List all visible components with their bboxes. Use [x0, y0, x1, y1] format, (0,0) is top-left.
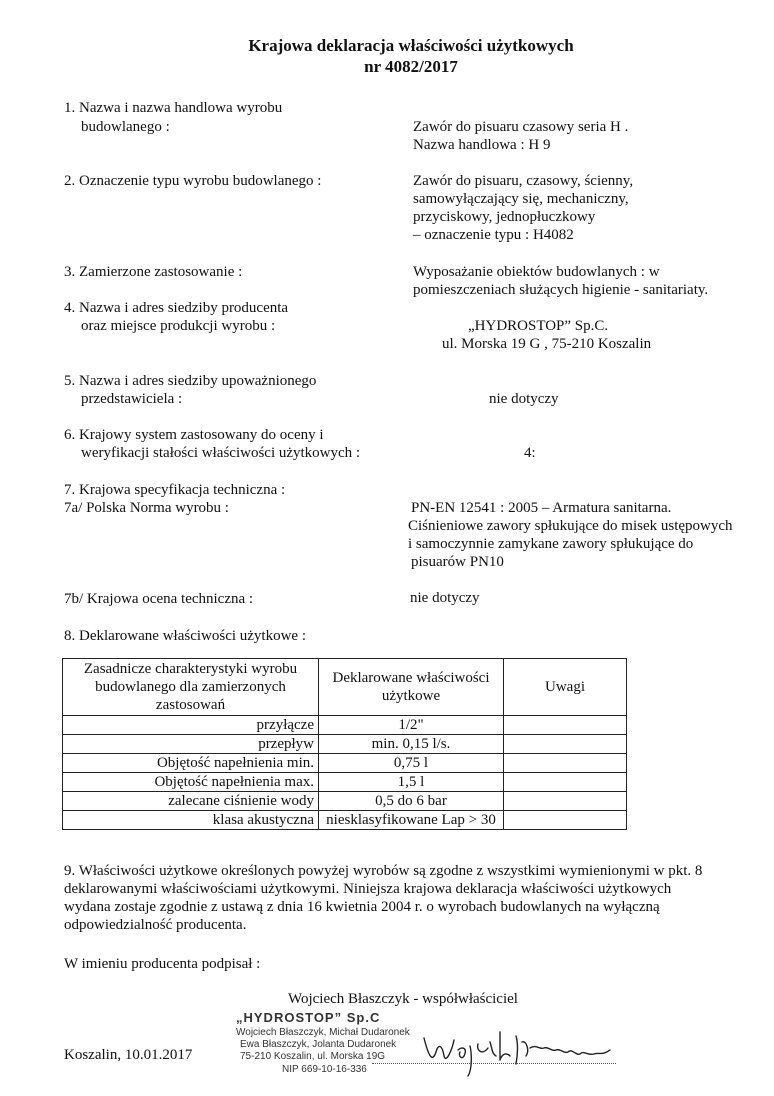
document-number: nr 4082/2017 — [364, 57, 458, 76]
s2-value-line2: samowyłączający się, mechaniczny, — [413, 191, 629, 207]
s7a-label: 7a/ Polska Norma wyrobu : — [64, 500, 229, 516]
s2-value-line4: – oznaczenie typu : H4082 — [413, 227, 574, 243]
s7b-value: nie dotyczy — [410, 590, 480, 606]
table-cell-remarks — [504, 811, 627, 830]
s1-value-line1: Zawór do pisuaru czasowy seria H . — [413, 119, 629, 135]
table-cell-characteristic: Objętość napełnienia max. — [63, 773, 319, 792]
s4-label-line1: 4. Nazwa i adres siedziby producenta — [64, 300, 289, 316]
table-cell-declared: 0,5 do 6 bar — [319, 792, 504, 811]
s5-value: nie dotyczy — [489, 391, 559, 407]
table-cell-characteristic: klasa akustyczna — [63, 811, 319, 830]
table-cell-remarks — [504, 792, 627, 811]
place-and-date: Koszalin, 10.01.2017 — [64, 1047, 193, 1063]
table-cell-remarks — [504, 716, 627, 735]
header-col1-line1: Zasadnicze charakterystyki wyrobu — [83, 661, 298, 677]
table-cell-remarks — [504, 735, 627, 754]
table-cell-declared: 1/2" — [319, 716, 504, 735]
s3-value-line2: pomieszczeniach służących higienie - sanitariaty. — [413, 282, 709, 298]
table-header-row — [63, 659, 627, 716]
s6-value: 4: — [524, 445, 536, 461]
table-cell-characteristic: Objętość napełnienia min. — [63, 754, 319, 773]
table-header-characteristics — [63, 659, 319, 716]
table-cell-remarks — [504, 754, 627, 773]
header-col1-line3: zastosowań — [155, 697, 226, 713]
table-row — [63, 716, 627, 735]
stamp-company-name: „HYDROSTOP” Sp.C — [236, 1010, 381, 1025]
signer-name: Wojciech Błaszczyk - współwłaściciel — [288, 991, 518, 1007]
table-header-declared — [319, 659, 504, 716]
s9-line4: odpowiedzialność producenta. — [64, 917, 247, 933]
s5-label-line2: przedstawiciela : — [81, 391, 183, 407]
stamp-nip: NIP 669-10-16-336 — [282, 1064, 367, 1075]
table-cell-declared: 1,5 l — [319, 773, 504, 792]
s9-line2: deklarowanymi właściwościami użytkowymi. Niniejsza krajowa deklaracja właściwości użytkowych — [64, 881, 672, 897]
table-row — [63, 811, 627, 830]
handwritten-signature — [418, 1020, 618, 1078]
table-cell-characteristic: przyłącze — [63, 716, 319, 735]
table-header-remarks: Uwagi — [504, 659, 627, 716]
s6-label-line1: 6. Krajowy system zastosowany do oceny i — [64, 427, 324, 443]
s2-value-line1: Zawór do pisuaru, czasowy, ścienny, — [413, 173, 634, 189]
table-cell-characteristic: przepływ — [63, 735, 319, 754]
s4-value-line1: „HYDROSTOP” Sp.C. — [468, 318, 609, 334]
s4-value-line2: ul. Morska 19 G , 75-210 Koszalin — [442, 336, 652, 352]
properties-table — [62, 658, 627, 830]
table-row — [63, 754, 627, 773]
table-cell-remarks — [504, 773, 627, 792]
s2-label: 2. Oznaczenie typu wyrobu budowlanego : — [64, 173, 322, 189]
s9-line3: wydana zostaje zgodnie z ustawą z dnia 16 kwietnia 2004 r. o wyrobach budowlanych na wyłączną — [64, 899, 660, 915]
header-col2-line2: użytkowe — [381, 688, 441, 704]
s4-label-line2: oraz miejsce produkcji wyrobu : — [81, 318, 276, 334]
s7-label: 7. Krajowa specyfikacja techniczna : — [64, 482, 286, 498]
s5-label-line1: 5. Nazwa i adres siedziby upoważnionego — [64, 373, 317, 389]
stamp-line-1: Wojciech Błaszczyk, Michał Dudaronek — [236, 1027, 410, 1038]
s7a-value-line4: pisuarów PN10 — [411, 554, 504, 570]
s7a-value-line2: Ciśnieniowe zawory spłukujące do misek ustępowych — [408, 518, 733, 534]
s7a-value-line1: PN-EN 12541 : 2005 – Armatura sanitarna. — [411, 500, 672, 516]
s6-label-line2: weryfikacji stałości właściwości użytkowych : — [81, 445, 361, 461]
table-cell-characteristic: zalecane ciśnienie wody — [63, 792, 319, 811]
s7b-label: 7b/ Krajowa ocena techniczna : — [64, 591, 254, 607]
signed-by-label: W imieniu producenta podpisał : — [64, 956, 261, 972]
s1-label-line1: 1. Nazwa i nazwa handlowa wyrobu — [64, 100, 283, 116]
table-row — [63, 792, 627, 811]
header-col1-line2: budowlanego dla zamierzonych — [95, 679, 286, 695]
s8-label: 8. Deklarowane właściwości użytkowe : — [64, 628, 307, 644]
table-row — [63, 773, 627, 792]
s2-value-line3: przyciskowy, jednopłuczkowy — [413, 209, 596, 225]
s1-label-line2: budowlanego : — [81, 119, 170, 135]
s3-value-line1: Wyposażanie obiektów budowlanych : w — [413, 264, 660, 280]
table-cell-declared: 0,75 l — [319, 754, 504, 773]
stamp-line-2: Ewa Błaszczyk, Jolanta Dudaronek — [240, 1039, 397, 1050]
table-row — [63, 735, 627, 754]
header-col2-line1: Deklarowane właściwości — [332, 670, 490, 686]
table-cell-declared: niesklasyfikowane Lap > 30 — [319, 811, 504, 830]
stamp-line-3: 75-210 Koszalin, ul. Morska 19G — [240, 1051, 386, 1062]
s1-value-line2: Nazwa handlowa : H 9 — [413, 137, 551, 153]
s9-line1: 9. Właściwości użytkowe określonych powyżej wyrobów są zgodne z wszystkimi wymienionymi w pkt. 8 — [64, 863, 703, 879]
document-title: Krajowa deklaracja właściwości użytkowych — [248, 36, 574, 55]
s7a-value-line3: i samoczynnie zamykane zawory spłukujące do — [408, 536, 694, 552]
s3-label: 3. Zamierzone zastosowanie : — [64, 264, 243, 280]
table-cell-declared: min. 0,15 l/s. — [319, 735, 504, 754]
